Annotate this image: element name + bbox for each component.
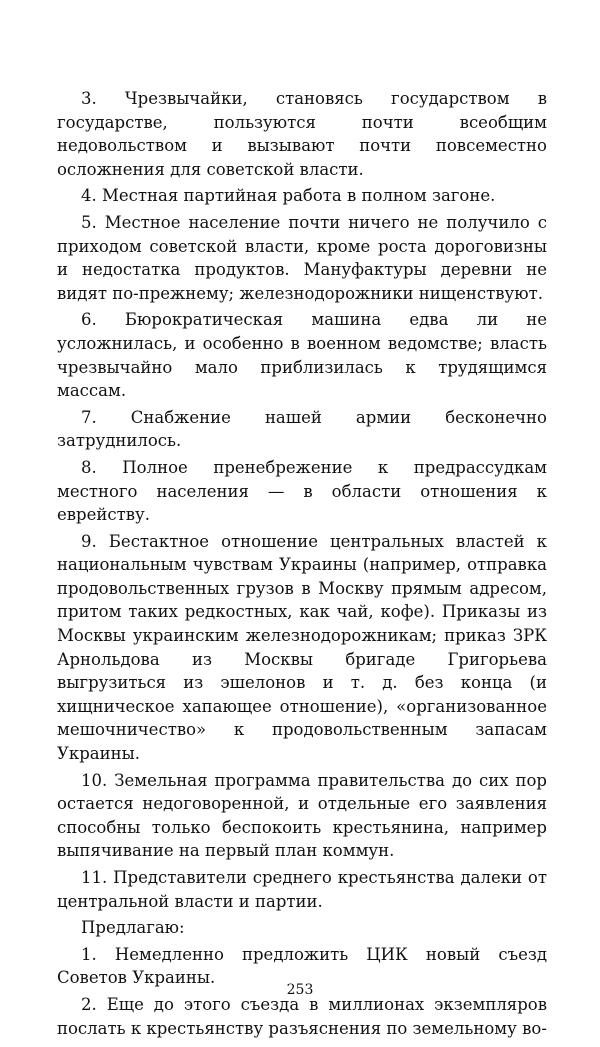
- page-body: [57, 87, 547, 1043]
- paragraph-5: 5. Местное население почти ничего не получило с приходом советской власти, кроме роста дороговизны и недостатка продуктов. Мануфактуры деревни не видят по-прежнему; железнодорожники нищенствуют.: [57, 212, 547, 303]
- proposal-heading: Предлагаю:: [81, 918, 185, 938]
- page-number: 253: [286, 982, 314, 998]
- paragraph-9: 9. Бестактное отношение центральных властей к национальным чувствам Украины (например, отправка продовольственных грузов в Москву прямым адресом, притом таких редкостных, как чай, кофе). Приказы из Москвы украинским железнодорожникам; приказ ЗРК Арнольдова из Москвы бригаде Григорьева выгрузиться из эшелонов и т. д. без конца (и хищническое хапающее отношение), «организованное мешочничество» к продовольственным запасам Украины.: [57, 531, 547, 764]
- proposal-item-1: 1. Немедленно предложить ЦИК новый съезд Советов Украины.: [57, 944, 547, 988]
- paragraph-3: 3. Чрезвычайки, становясь государством в государстве, пользуются почти всеобщим недовольством и вызывают почти повсеместно осложнения для советской власти.: [57, 89, 547, 179]
- paragraph-11: 11. Представители среднего крестьянства далеки от центральной власти и партии.: [57, 868, 547, 911]
- proposal-item-2: 2. Еще до этого съезда в миллионах экземпляров послать к крестьянству разъяснения по земельному во-: [57, 994, 547, 1038]
- paragraph-4: 4. Местная партийная работа в полном загоне.: [81, 186, 496, 206]
- paragraph-6: 6. Бюрократическая машина едва ли не усложнилась, и особенно в военном ведомстве; власть чрезвычайно мало приблизилась к трудящимся массам.: [57, 310, 547, 401]
- paragraph-8: 8. Полное пренебрежение к предрассудкам местного населения — в области отношения к еврейству.: [57, 457, 547, 525]
- paragraph-10: 10. Земельная программа правительства до сих пор остается недоговоренной, и отдельные его заявления способны только беспокоить крестьянина, например выпячивание на первый план коммун.: [57, 770, 547, 861]
- paragraph-7: 7. Снабжение нашей армии бесконечно затруднилось.: [57, 407, 547, 451]
